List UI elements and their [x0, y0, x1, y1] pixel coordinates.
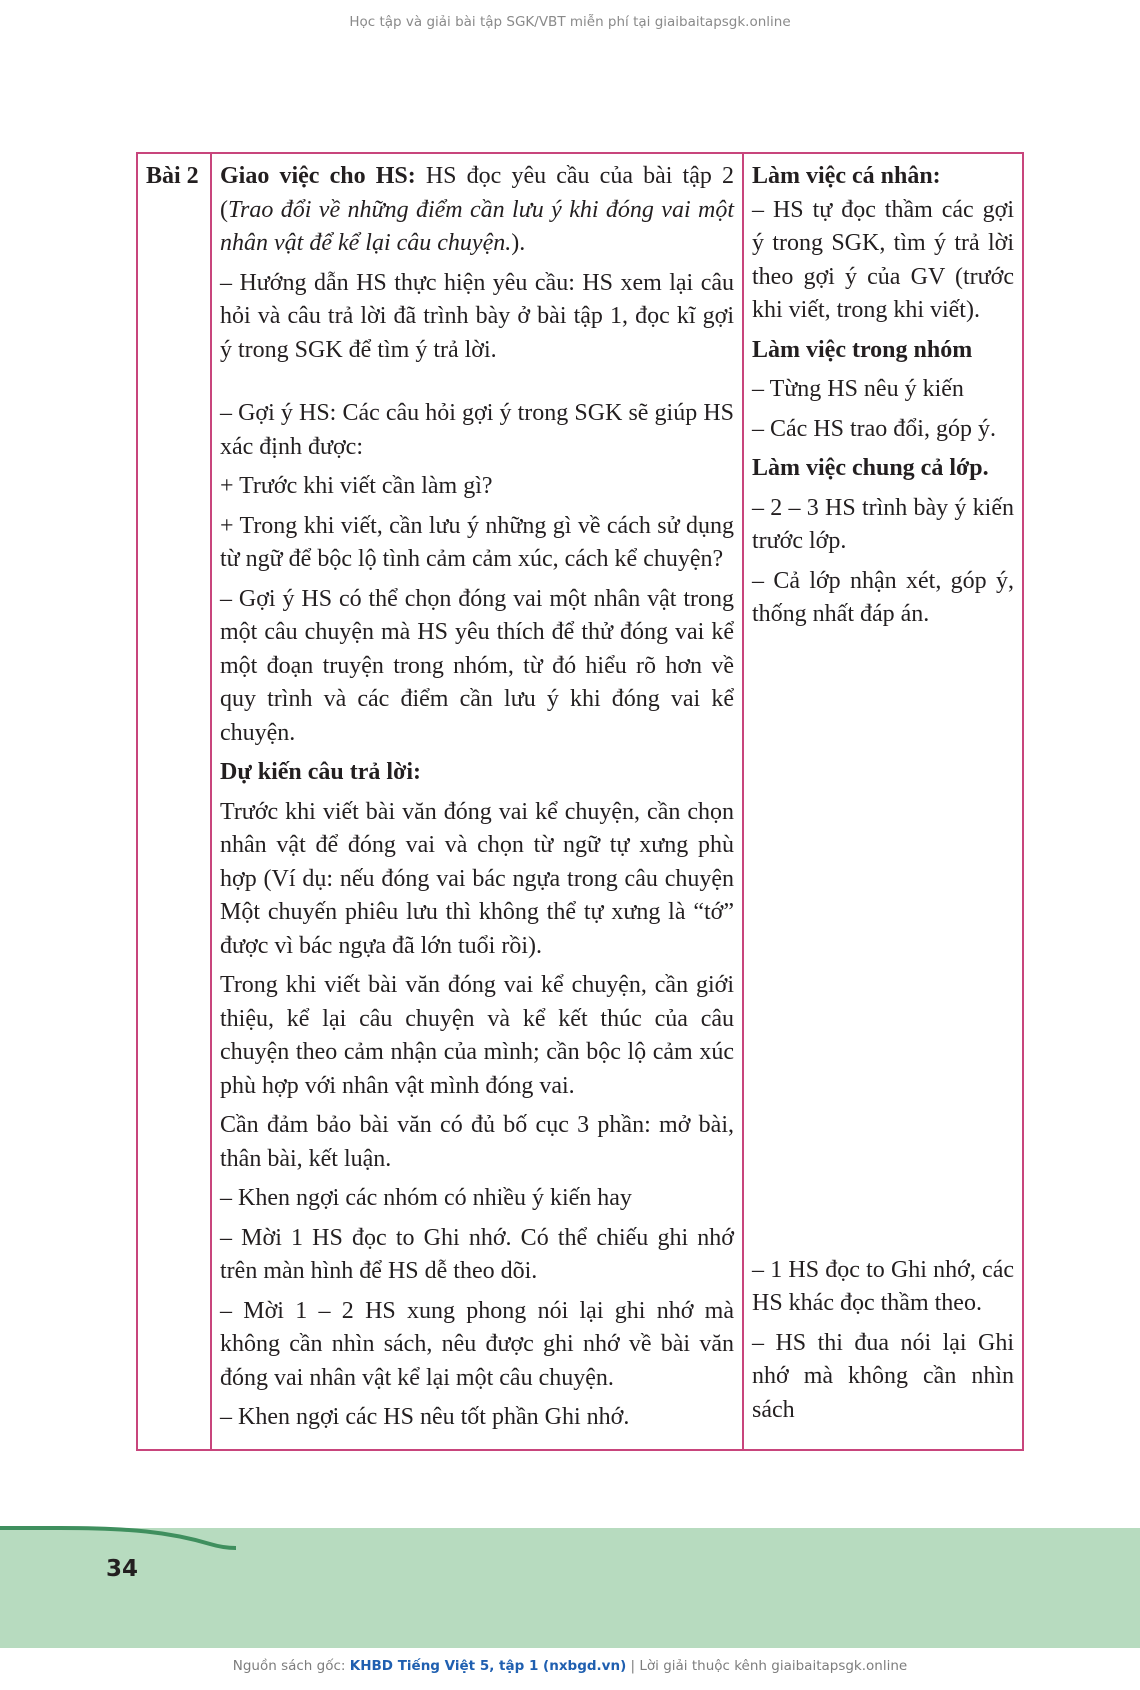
hint-1-paragraph: + Trước khi viết cần làm gì?: [220, 473, 493, 499]
exercise-label-cell: [137, 153, 211, 1450]
student-activity-cell: [743, 153, 1023, 1450]
praise-2-paragraph: – Khen ngợi các HS nêu tốt phần Ghi nhớ.: [220, 1404, 630, 1430]
page-header: Học tập và giải bài tập SGK/VBT miễn phí tại giaibaitapsgk.online: [349, 14, 791, 30]
teacher-activity-cell: [211, 153, 743, 1450]
memo-work-2: – HS thi đua nói lại Ghi nhớ mà không cần nhìn sách: [752, 1329, 1014, 1423]
group-work-heading: Làm việc trong nhóm: [752, 336, 973, 363]
credit-prefix: Nguồn sách gốc:: [232, 1658, 350, 1674]
assignment-heading: Giao việc cho HS:: [220, 163, 416, 189]
individual-work-text: – HS tự đọc thầm các gợi ý trong SGK, tìm ý trả lời theo gợi ý của GV (trước khi viết, trong khi viết).: [752, 196, 1014, 323]
class-work-2: – Cả lớp nhận xét, góp ý, thống nhất đáp án.: [752, 567, 1014, 627]
assignment-italic: Trao đổi về những điểm cần lưu ý khi đóng vai một nhân vật để kể lại câu chuyện.: [220, 196, 734, 256]
expected-3-paragraph: Cần đảm bảo bài văn có đủ bố cục 3 phần: mở bài, thân bài, kết luận.: [220, 1112, 734, 1172]
lesson-table: [136, 152, 1024, 1451]
class-work-heading: Làm việc chung cả lớp.: [752, 455, 989, 481]
group-work-2: – Các HS trao đổi, góp ý.: [752, 415, 996, 442]
invite-1-paragraph: – Mời 1 HS đọc to Ghi nhớ. Có thể chiếu ghi nhớ trên màn hình để HS dễ theo dõi.: [220, 1224, 734, 1284]
footer-wave-decoration: [0, 1510, 1140, 1550]
source-credit: [0, 1658, 1140, 1674]
credit-suffix: | Lời giải thuộc kênh giaibaitapsgk.online: [626, 1658, 908, 1674]
exercise-label: Bài 2: [146, 163, 199, 189]
assignment-end: ).: [511, 230, 526, 256]
expected-answer-heading: Dự kiến câu trả lời:: [220, 759, 422, 785]
expected-1-paragraph: Trước khi viết bài văn đóng vai kể chuyện, cần chọn nhân vật để đóng vai và chọn từ ngữ tự xưng phù hợp (Ví dụ: nếu đóng vai bác ngựa trong câu chuyện Một chuyến phiêu lưu thì không thể tự xưng là “tớ” được vì bác ngựa đã lớn tuổi rồi).: [220, 798, 734, 959]
guide-paragraph: – Hướng dẫn HS thực hiện yêu cầu: HS xem lại câu hỏi và câu trả lời đã trình bày ở bài tập 1, đọc kĩ gợi ý trong SGK để tìm ý trả lời.: [220, 269, 734, 363]
hint-3-paragraph: – Gợi ý HS có thể chọn đóng vai một nhân vật trong một câu chuyện mà HS yêu thích để thử đóng vai kể một đoạn truyện trong nhóm, từ đó hiểu rõ hơn về quy trình và các điểm cần lưu ý khi đóng vai kể chuyện.: [220, 585, 734, 746]
column-spacer: [752, 638, 1014, 1254]
hint-intro-paragraph: – Gợi ý HS: Các câu hỏi gợi ý trong SGK sẽ giúp HS xác định được:: [220, 400, 734, 460]
class-work-1: – 2 – 3 HS trình bày ý kiến trước lớp.: [752, 494, 1014, 554]
group-work-1: – Từng HS nêu ý kiến: [752, 376, 964, 402]
expected-2-paragraph: Trong khi viết bài văn đóng vai kể chuyện, cần giới thiệu, kể lại câu chuyện và kể kết thúc của câu chuyện theo cảm nhận của mình; cần bộc lộ cảm xúc phù hợp với nhân vật mình đóng vai.: [220, 972, 734, 1099]
memo-work-1: – 1 HS đọc to Ghi nhớ, các HS khác đọc thầm theo.: [752, 1256, 1014, 1316]
table-row: [137, 153, 1023, 1450]
credit-book-link[interactable]: KHBD Tiếng Việt 5, tập 1 (nxbgd.vn): [349, 1658, 627, 1674]
praise-1-paragraph: – Khen ngợi các nhóm có nhiều ý kiến hay: [220, 1185, 632, 1211]
individual-work-heading: Làm việc cá nhân:: [752, 163, 941, 189]
hint-2-paragraph: + Trong khi viết, cần lưu ý những gì về cách sử dụng từ ngữ để bộc lộ tình cảm cảm xúc, cách kể chuyện?: [220, 512, 734, 572]
invite-2-paragraph: – Mời 1 – 2 HS xung phong nói lại ghi nhớ mà không cần nhìn sách, nêu được ghi nhớ về bài văn đóng vai nhân vật kể lại một câu chuyện.: [220, 1297, 734, 1391]
page-number: 34: [106, 1556, 139, 1582]
assignment-paragraph: [220, 160, 734, 261]
assignment-text: HS đọc yêu cầu của bài tập 2 (: [220, 163, 734, 223]
